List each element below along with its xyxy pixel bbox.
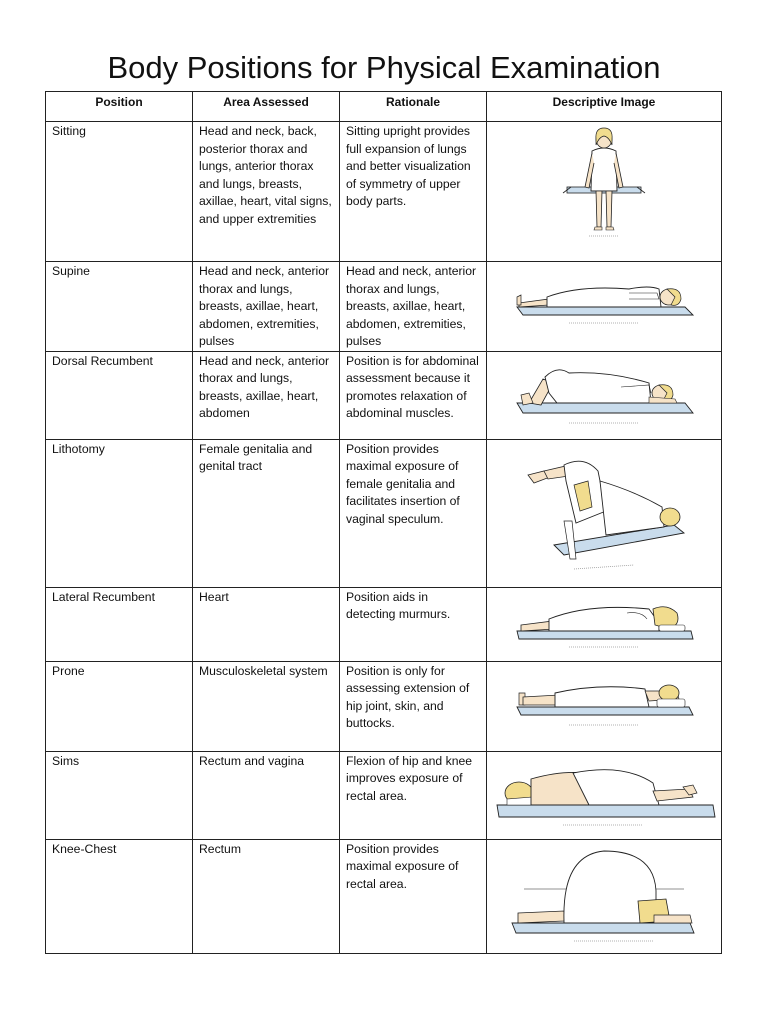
- image-cell: [487, 262, 722, 352]
- positions-table: [45, 91, 722, 954]
- sims-figure-illustration: [493, 753, 719, 833]
- rationale-cell: Position is only for assessing extension of hip joint, skin, and buttocks.: [340, 661, 487, 751]
- image-cell: [487, 439, 722, 587]
- position-cell: Knee-Chest: [46, 839, 193, 953]
- rationale-cell: Flexion of hip and knee improves exposure of rectal area.: [340, 751, 487, 839]
- sitting-figure-illustration: [559, 123, 649, 243]
- rationale-cell: Position aids in detecting murmurs.: [340, 587, 487, 661]
- table-row: [46, 751, 722, 839]
- knee-chest-figure-illustration: [504, 841, 704, 947]
- header-row: [46, 92, 722, 122]
- column-header-position: Position: [46, 92, 193, 122]
- area-cell: Heart: [193, 587, 340, 661]
- column-header-descriptive-image: Descriptive Image: [487, 92, 722, 122]
- rationale-cell: Position provides maximal exposure of rectal area.: [340, 839, 487, 953]
- image-cell: [487, 839, 722, 953]
- position-cell: Sims: [46, 751, 193, 839]
- table-row: [46, 839, 722, 953]
- rationale-cell: Sitting upright provides full expansion of lungs and better visualization of symmetry of upper body parts.: [340, 122, 487, 262]
- area-cell: Female genitalia and genital tract: [193, 439, 340, 587]
- area-cell: Musculoskeletal system: [193, 661, 340, 751]
- position-cell: Supine: [46, 262, 193, 352]
- table-row: [46, 122, 722, 262]
- position-cell: Sitting: [46, 122, 193, 262]
- position-cell: Dorsal Recumbent: [46, 351, 193, 439]
- table-row: [46, 262, 722, 352]
- rationale-cell: Position is for abdominal assessment because it promotes relaxation of abdominal muscles.: [340, 351, 487, 439]
- area-cell: Rectum and vagina: [193, 751, 340, 839]
- area-cell: Rectum: [193, 839, 340, 953]
- column-header-rationale: Rationale: [340, 92, 487, 122]
- table-row: [46, 439, 722, 587]
- position-cell: Lateral Recumbent: [46, 587, 193, 661]
- position-cell: Lithotomy: [46, 439, 193, 587]
- image-cell: [487, 587, 722, 661]
- table-row: [46, 587, 722, 661]
- lateral-recumbent-figure-illustration: [509, 589, 699, 655]
- area-cell: Head and neck, anterior thorax and lungs, breasts, axillae, heart, abdomen: [193, 351, 340, 439]
- rationale-cell: Head and neck, anterior thorax and lungs, breasts, axillae, heart, abdomen, extremities, pulses: [340, 262, 487, 352]
- table-row: [46, 351, 722, 439]
- area-cell: Head and neck, anterior thorax and lungs, breasts, axillae, heart, abdomen, extremities, pulses: [193, 262, 340, 352]
- image-cell: [487, 661, 722, 751]
- table-row: [46, 661, 722, 751]
- image-cell: [487, 122, 722, 262]
- lithotomy-figure-illustration: [514, 441, 694, 577]
- area-cell: Head and neck, back, posterior thorax and lungs, anterior thorax and lungs, breasts, axillae, heart, vital signs, and upper extremities: [193, 122, 340, 262]
- prone-figure-illustration: [509, 663, 699, 735]
- column-header-area-assessed: Area Assessed: [193, 92, 340, 122]
- supine-figure-illustration: [509, 263, 699, 333]
- page-title: Body Positions for Physical Examination: [107, 50, 661, 85]
- dorsal-recumbent-figure-illustration: [509, 353, 699, 433]
- image-cell: [487, 751, 722, 839]
- image-cell: [487, 351, 722, 439]
- position-cell: Prone: [46, 661, 193, 751]
- rationale-cell: Position provides maximal exposure of female genitalia and facilitates insertion of vaginal speculum.: [340, 439, 487, 587]
